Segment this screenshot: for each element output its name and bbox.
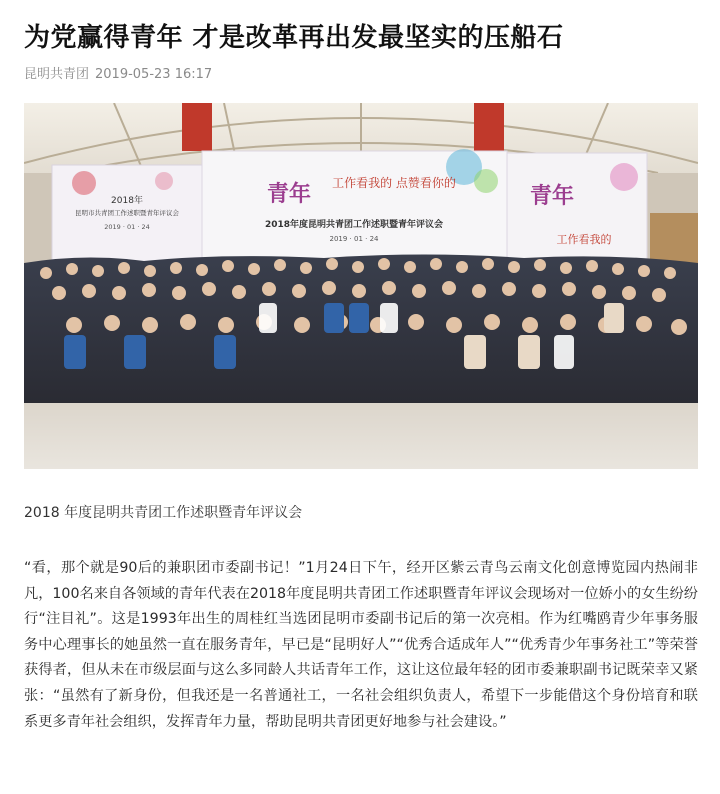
banner-left-date: 2019 · 01 · 24	[104, 223, 150, 231]
banner-center-date: 2019 · 01 · 24	[329, 235, 379, 243]
banner-right-brand: 青年	[529, 184, 575, 209]
banner-center-script: 工作看我的 点赞看你的	[332, 176, 456, 190]
banner-left-event: 昆明市共青团工作述职暨青年评议会	[75, 209, 179, 217]
banner-left-year: 2018年	[111, 196, 143, 206]
hanging-banner-left	[182, 103, 212, 151]
banner-right-script: 工作看我的	[556, 233, 612, 246]
backdrop-center	[202, 149, 507, 266]
article-meta	[24, 66, 698, 84]
banner-center-event: 2018年度昆明共青团工作述职暨青年评议会	[264, 220, 444, 230]
article-author[interactable]: 昆明共青团	[24, 67, 90, 82]
banner-center-brand: 青年	[266, 182, 312, 207]
photo-caption: 2018 年度昆明共青团工作述职暨青年评议会	[24, 505, 303, 521]
article-paragraph: “看，那个就是90后的兼职团市委副书记！”1月24日下午，经开区紫云青鸟云南文化创意博览园内热闹非凡，100名来自各领域的青年代表在2018年度昆明共青团工作述职暨青年评议会现场对一位娇小的女生纷纷行“注目礼”。这是1993年出生的周桂红当选团昆明市委副书记后的第一次亮相。作为红嘴鸥青少年事务服务中心理事长的她虽然一直在服务青年，早已是“昆明好人”“优秀合适成年人”“优秀青少年事务社工”等荣誉获得者，但从未在市级层面与这么多同龄人共话青年工作，这让这位最年轻的团市委兼职副书记既荣幸又紧张：“虽然有了新身份，但我还是一名普通社工，一名社会组织负责人，希望下一步能借这个身份培育和联系更多青年社会组织，发挥青年力量，帮助昆明共青团更好地参与社会建设。”	[24, 560, 698, 730]
group-photo-illustration	[24, 103, 698, 469]
backdrop-right	[507, 153, 647, 265]
backdrop-left	[52, 165, 202, 265]
group-photo[interactable]	[24, 103, 698, 469]
article	[24, 0, 698, 730]
crowd	[24, 255, 698, 404]
article-timestamp: 2019-05-23 16:17	[95, 67, 213, 82]
article-title: 为党赢得青年 才是改革再出发最坚实的压船石	[24, 23, 564, 53]
hanging-banner-right	[474, 103, 504, 151]
